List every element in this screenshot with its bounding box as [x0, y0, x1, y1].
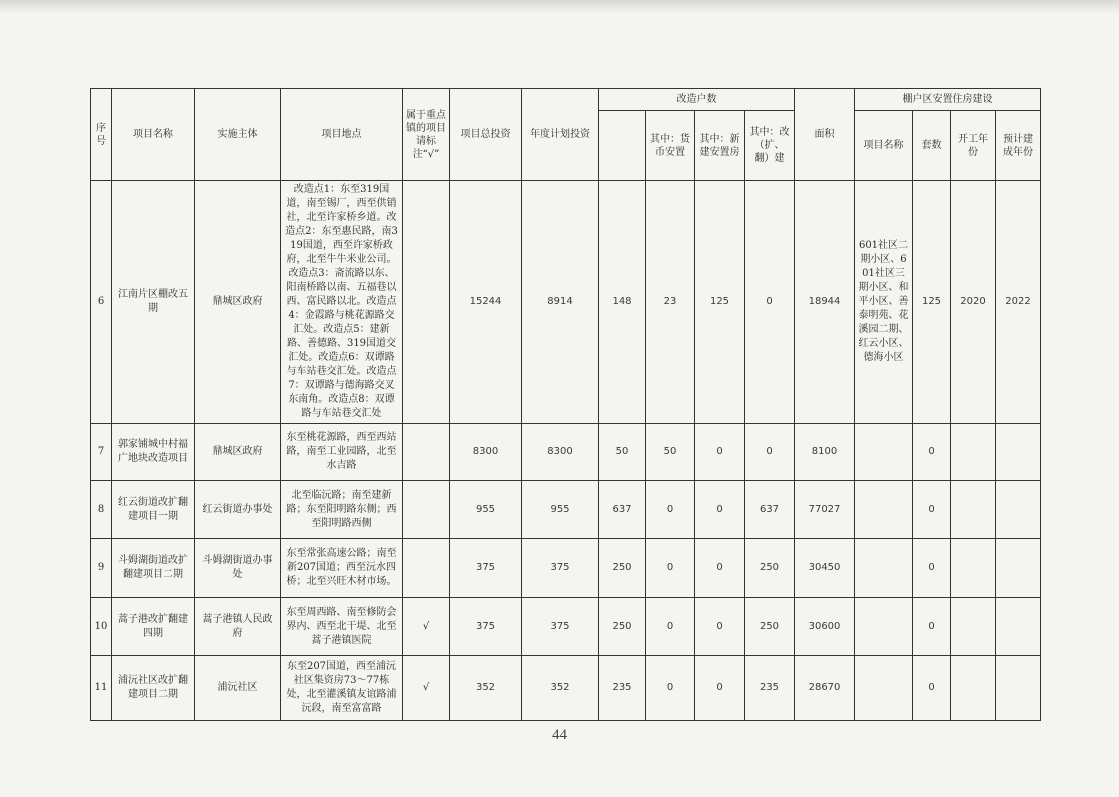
table-row — [91, 424, 1041, 481]
cell-area: 30450 — [795, 539, 855, 598]
cell-implementer: 红云街道办事处 — [195, 481, 281, 539]
cell-households: 250 — [599, 539, 646, 598]
cell-seq: 7 — [91, 424, 112, 481]
header-new-housing: 其中：新建安置房 — [695, 111, 745, 181]
cell-key-town — [403, 481, 450, 539]
cell-start-year — [951, 481, 996, 539]
cell-new-housing: 125 — [695, 181, 745, 424]
cell-seq: 11 — [91, 656, 112, 721]
cell-key-town — [403, 424, 450, 481]
header-households-total — [599, 111, 646, 181]
header-households-group: 改造户数 — [599, 89, 795, 111]
cell-res-name — [855, 539, 913, 598]
cell-res-name: 601社区二期小区、601社区三期小区、和平小区、善泰明苑、花溪园二期、红云小区、德海小区 — [855, 181, 913, 424]
cell-renovation: 637 — [745, 481, 795, 539]
header-completion-year: 预计建成年份 — [996, 111, 1041, 181]
cell-new-housing: 0 — [695, 424, 745, 481]
cell-area: 28670 — [795, 656, 855, 721]
cell-key-town — [403, 539, 450, 598]
cell-project-name: 红云街道改扩翻建项目一期 — [112, 481, 195, 539]
cell-implementer: 鼎城区政府 — [195, 181, 281, 424]
cell-start-year — [951, 598, 996, 656]
cell-annual-investment: 375 — [522, 598, 599, 656]
table-row — [91, 539, 1041, 598]
header-monetary: 其中：货币安置 — [646, 111, 695, 181]
cell-monetary: 0 — [646, 598, 695, 656]
cell-project-name: 斗姆湖街道改扩翻建项目二期 — [112, 539, 195, 598]
cell-seq: 6 — [91, 181, 112, 424]
cell-location: 东至207国道，西至浦沅社区集资房73～77栋处，北至灌溪镇友谊路浦沅段，南至富富路 — [281, 656, 403, 721]
cell-total-investment: 375 — [450, 598, 522, 656]
header-res-sets: 套数 — [913, 111, 951, 181]
header-area: 面积 — [795, 89, 855, 181]
cell-renovation: 250 — [745, 598, 795, 656]
cell-new-housing: 0 — [695, 481, 745, 539]
header-key-town: 属于重点镇的项目请标注“√” — [403, 89, 450, 181]
cell-new-housing: 0 — [695, 539, 745, 598]
cell-location: 北至临沅路；南至建新路；东至阳明路东侧；西至阳明路西侧 — [281, 481, 403, 539]
cell-implementer: 浦沅社区 — [195, 656, 281, 721]
table-row — [91, 181, 1041, 424]
cell-seq: 8 — [91, 481, 112, 539]
cell-area: 77027 — [795, 481, 855, 539]
cell-project-name: 浦沅社区改扩翻建项目二期 — [112, 656, 195, 721]
cell-implementer: 蒿子港镇人民政府 — [195, 598, 281, 656]
header-project-name: 项目名称 — [112, 89, 195, 181]
cell-annual-investment: 8914 — [522, 181, 599, 424]
cell-key-town — [403, 181, 450, 424]
cell-households: 50 — [599, 424, 646, 481]
cell-annual-investment: 955 — [522, 481, 599, 539]
cell-key-town: √ — [403, 656, 450, 721]
cell-implementer: 斗姆湖街道办事处 — [195, 539, 281, 598]
cell-res-sets: 0 — [913, 539, 951, 598]
cell-seq: 9 — [91, 539, 112, 598]
header-implementer: 实施主体 — [195, 89, 281, 181]
cell-res-name — [855, 481, 913, 539]
cell-renovation: 0 — [745, 181, 795, 424]
cell-annual-investment: 352 — [522, 656, 599, 721]
cell-start-year: 2020 — [951, 181, 996, 424]
cell-households: 148 — [599, 181, 646, 424]
cell-renovation: 235 — [745, 656, 795, 721]
cell-project-name: 郭家铺城中村福广地块改造项目 — [112, 424, 195, 481]
cell-res-sets: 0 — [913, 481, 951, 539]
header-seq: 序号 — [91, 89, 112, 181]
cell-households: 250 — [599, 598, 646, 656]
cell-res-name — [855, 424, 913, 481]
header-resettlement-group: 棚户区安置住房建设 — [855, 89, 1041, 111]
cell-key-town: √ — [403, 598, 450, 656]
cell-completion-year — [996, 539, 1041, 598]
cell-seq: 10 — [91, 598, 112, 656]
header-location: 项目地点 — [281, 89, 403, 181]
cell-total-investment: 955 — [450, 481, 522, 539]
cell-total-investment: 8300 — [450, 424, 522, 481]
table-row — [91, 598, 1041, 656]
cell-res-sets: 0 — [913, 598, 951, 656]
page-number: 44 — [552, 727, 567, 743]
cell-monetary: 23 — [646, 181, 695, 424]
cell-completion-year — [996, 481, 1041, 539]
cell-total-investment: 15244 — [450, 181, 522, 424]
scan-edge — [0, 0, 1119, 14]
cell-start-year — [951, 656, 996, 721]
cell-completion-year — [996, 424, 1041, 481]
cell-monetary: 0 — [646, 539, 695, 598]
table-row — [91, 481, 1041, 539]
cell-project-name: 江南片区棚改五期 — [112, 181, 195, 424]
cell-area: 18944 — [795, 181, 855, 424]
cell-location: 东至周西路、南至修防会界内、西至北干堤、北至蒿子港镇医院 — [281, 598, 403, 656]
cell-start-year — [951, 424, 996, 481]
header-total-investment: 项目总投资 — [450, 89, 522, 181]
cell-location: 东至常张高速公路；南至新207国道；西至沅水四桥；北至兴旺木材市场。 — [281, 539, 403, 598]
cell-households: 637 — [599, 481, 646, 539]
cell-project-name: 蒿子港改扩翻建四期 — [112, 598, 195, 656]
table-row — [91, 656, 1041, 721]
cell-location: 东至桃花源路，西至西站路，南至工业园路，北至水吉路 — [281, 424, 403, 481]
cell-implementer: 鼎城区政府 — [195, 424, 281, 481]
cell-completion-year: 2022 — [996, 181, 1041, 424]
cell-renovation: 0 — [745, 424, 795, 481]
header-renovation: 其中：改（扩、翻）建 — [745, 111, 795, 181]
cell-households: 235 — [599, 656, 646, 721]
cell-location: 改造点1：东至319国道，南至锡厂，西至供销社，北至许家桥乡道。改造点2：东至惠民路，南319国道，西至许家桥政府，北至牛牛米业公司。改造点3：斋流路以东、阳南桥路以南、五福巷以西、富民路以北。改造点4：金霞路与桃花源路交汇处。改造点5：建新路、善德路、319国道交汇处。改造点6：双谭路与车站巷交汇处。改造点7：双谭路与德海路交叉东南角。改造点8：双谭路与车站巷交汇处 — [281, 181, 403, 424]
header-res-name: 项目名称 — [855, 111, 913, 181]
cell-new-housing: 0 — [695, 656, 745, 721]
cell-total-investment: 352 — [450, 656, 522, 721]
cell-monetary: 50 — [646, 424, 695, 481]
cell-annual-investment: 8300 — [522, 424, 599, 481]
cell-res-sets: 0 — [913, 424, 951, 481]
cell-total-investment: 375 — [450, 539, 522, 598]
cell-renovation: 250 — [745, 539, 795, 598]
header-start-year: 开工年份 — [951, 111, 996, 181]
cell-res-sets: 0 — [913, 656, 951, 721]
cell-completion-year — [996, 598, 1041, 656]
cell-annual-investment: 375 — [522, 539, 599, 598]
cell-completion-year — [996, 656, 1041, 721]
cell-monetary: 0 — [646, 656, 695, 721]
cell-area: 8100 — [795, 424, 855, 481]
cell-res-sets: 125 — [913, 181, 951, 424]
cell-new-housing: 0 — [695, 598, 745, 656]
cell-area: 30600 — [795, 598, 855, 656]
cell-start-year — [951, 539, 996, 598]
shantytown-project-table — [90, 88, 1041, 721]
header-annual-investment: 年度计划投资 — [522, 89, 599, 181]
cell-monetary: 0 — [646, 481, 695, 539]
cell-res-name — [855, 598, 913, 656]
cell-res-name — [855, 656, 913, 721]
